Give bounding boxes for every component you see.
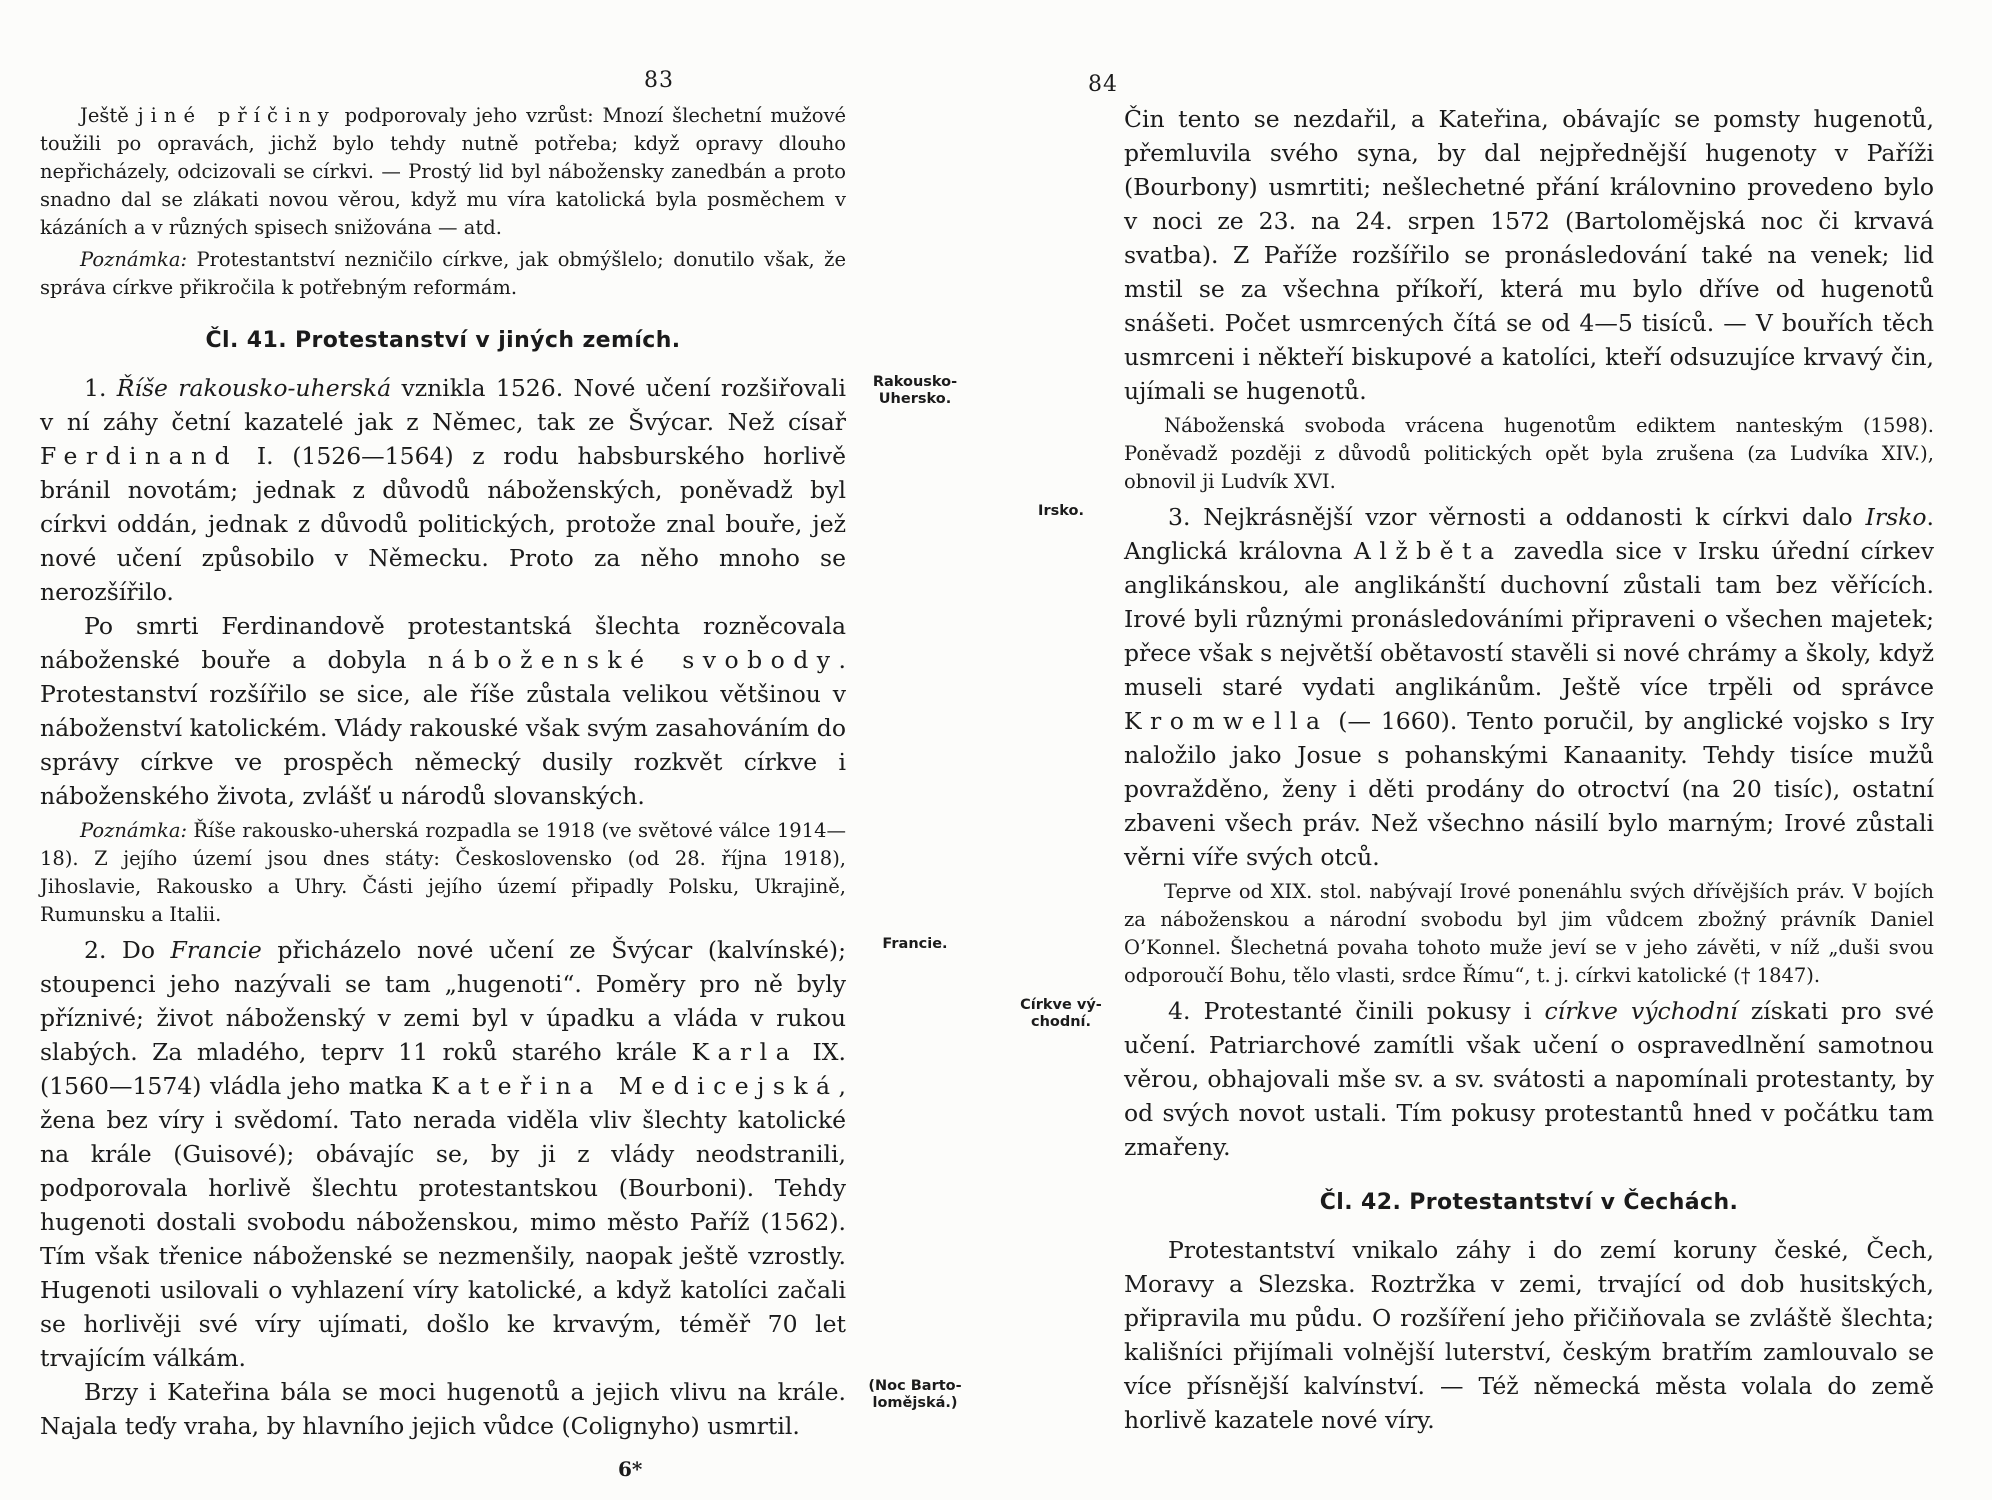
text-run: , žena bez víry i svědomí. Tato nerada viděla vliv šlechty katolické na krále (Guisové); obávajíc se, by ji z vlády neodstranili, podporovala horlivě šlechtu protestantskou (Bourboni). Tehdy hugenoti dostali svobodu náboženskou, mimo město Paříž (1562). Tím však třenice náboženské se nezmenšily, naopak ještě vzrostly. Hugenoti usilovali o vyhlazení víry katolické, a když katolíci začali se horlivěji své víry ujímati, došlo ke krvavým, téměř 70 let trvajícím válkám. <box>40 1072 846 1372</box>
text-run: přicházelo nové učení ze Švýcar (kalvínské); stoupenci jeho nazývali se tam „hugenoti“. Poměry pro ně byly příznivé; život náboženský v zemi byl v úpadku a vláda v rukou slabých. Za mladého, teprv 11 roků starého krále <box>40 936 846 1066</box>
text-run: zavedla sice v Irsku úřední církev anglikánskou, ale anglikánští duchovní zůstali tam bez věřících. Irové byli různými pronásledováními připraveni o všechen majetek; přece však s největší obětavostí stavěli si nové chrámy a školy, když museli staré vydati anglikánům. Ještě více trpěli od správce <box>1124 537 1934 701</box>
page-left <box>40 0 962 1500</box>
signature-mark <box>40 1457 846 1481</box>
text-run: . Anglická královna <box>1124 503 1934 565</box>
text-run: Poznámka: <box>80 248 188 271</box>
text-run: Ještě <box>80 104 138 127</box>
text-run: Říše rakousko-uherská rozpadla se 1918 (ve světové válce 1914—18). Z jejího území jsou dnes státy: Československo (od 28. října 1918), Jihoslavie, Rakousko a Uhry. Části jejího území připadly Polsku, Ukrajině, Rumunsku a Italii. <box>40 819 846 926</box>
text-run: Protestantství nezničilo církve, jak obmýšlelo; donutilo však, že správa církve přikročila k potřebným reformám. <box>40 248 846 299</box>
text-run: Francie <box>170 936 262 964</box>
text-run: 3. Nejkrásnější vzor věrnosti a oddanosti k církvi dalo <box>1168 503 1866 531</box>
page-number-right: 84 <box>1088 72 1118 97</box>
text-run: jiné příčiny <box>137 104 336 127</box>
margin-note: Francie. <box>882 936 948 952</box>
paragraph <box>1020 994 1935 1164</box>
text-run: církve východní <box>1544 997 1738 1025</box>
paragraph <box>40 1375 962 1443</box>
small-print-note <box>40 817 846 929</box>
text-run: 1. <box>84 374 117 402</box>
page-number-left: 83 <box>644 68 674 93</box>
text-run: I. (1526—1564) z rodu habsburského horlivě bránil novotám; jednak z důvodů náboženských, poněvadž byl církvi oddán, jednak z důvodů politických, protože znal bouře, jež nové učení způsobilo v Německu. Proto za něho mnoho se nerozšířilo. <box>40 442 846 606</box>
text-run: Čl. 42. Protestantství v Čechách. <box>1319 1190 1739 1215</box>
text-run: IX. (1560—1574) vládla jeho matka <box>40 1038 846 1100</box>
section-heading <box>1124 1190 1934 1215</box>
text-run: Poznámka: <box>80 819 188 842</box>
small-print-note <box>1124 412 1934 496</box>
text-run: 2. Do <box>84 936 171 964</box>
text-run: Náboženská svoboda vrácena hugenotům ediktem nanteským (1598). Poněvadž později z důvodů politických opět byla zrušena (za Ludvíka XIV.), obnovil ji Ludvík XVI. <box>1124 414 1934 493</box>
text-run: 6* <box>618 1457 643 1481</box>
text-run: Kromwella <box>1124 707 1329 735</box>
text-run: (— 1660). Tento poručil, by anglické vojsko s Iry naložilo jako Josue s pohanskými Kanaanity. Tehdy tisíce mužů povražděno, ženy i děti prodány do otroctví (na 20 tisíc), ostatní zbaveni všech práv. Než všechno násilí bylo marným; Irové zůstali věrni víře svých otců. <box>1124 707 1934 871</box>
text-run: . Protestanství rozšířilo se sice, ale říše zůstala velikou většinou v náboženství katolickém. Vlády rakouské však svým zasahováním do správy církve ve prospěch německý dusily rozkvět církve i náboženského života, zvlášť u národů slovanských. <box>40 646 846 810</box>
paragraph <box>40 371 958 609</box>
paragraph <box>1038 500 1934 874</box>
paragraph <box>40 933 948 1375</box>
text-run: získati pro své učení. Patriarchové zamítli však učení o ospravedlnění samotnou věrou, obhajovali mše sv. a sv. svátosti a napomínali protestanty, by od svých novot ustali. Tím pokusy protestantů hned v počátku tam zmařeny. <box>1124 997 1935 1161</box>
section-heading <box>40 328 846 353</box>
text-run: Po smrti Ferdinandově protestantská šlechta rozněcovala náboženské bouře a dobyla <box>40 612 846 674</box>
paragraph <box>1124 102 1934 408</box>
small-print-note <box>40 102 846 242</box>
text-run: náboženské svobody <box>427 646 839 674</box>
text-run: podporovaly jeho vzrůst: Mnozí šlechetní mužové toužili po opravách, jichž bylo tehdy nutně potřeba; když opravy dlouho nepřicházely, odcizovali se církvi. — Prostý lid byl nábožensky zanedbán a proto snadno dal se zlákati novou věrou, když mu víra katolická byla posměchem v kázáních a v různých spisech snižována — atd. <box>40 104 846 239</box>
margin-note: (Noc Barto- lomějská.) <box>868 1378 962 1411</box>
paragraph <box>40 609 846 813</box>
small-print-note <box>40 246 846 302</box>
text-run: Kateřina Medicejská <box>431 1072 839 1100</box>
text-run: Protestantství vnikalo záhy i do zemí koruny české, Čech, Moravy a Slezska. Roztržka v zemi, trvající od dob husitských, připravila mu půdu. O rozšíření jeho přičiňovala se zvláště šlechta; kališníci přijímali volnější luterství, českým bratřím zamlouvalo se více přísnější kalvínství. — Též německá města volala do země horlivě kazatele nové víry. <box>1124 1236 1934 1434</box>
text-run: Teprve od XIX. stol. nabývají Irové ponenáhlu svých dřívějších práv. V bojích za náboženskou a národní svobodu byl jim vůdcem zbožný právník Daniel O’Konnel. Šlechetná povaha tohoto muže jeví se v jeho závěti, v níž „duši svou odporoučí Bohu, tělo vlasti, srdce Římu“, t. j. církvi katolické († 1847). <box>1124 880 1934 987</box>
text-run: Říše rakousko-uherská <box>116 374 392 402</box>
text-run: Alžběta <box>1353 537 1503 565</box>
text-run: vznikla 1526. Nové učení rozšiřovali v ní záhy četní kazatelé jak z Němec, tak ze Švýcar. Než císař <box>40 374 846 436</box>
page-right <box>1020 0 1935 1500</box>
text-run: Čin tento se nezdařil, a Kateřina, obávajíc se pomsty hugenotů, přemluvila svého syna, by dal nejpřednější hugenoty v Paříži (Bourbony) usmrtiti; nešlechetné přání královnino provedeno bylo v noci ze 23. na 24. srpen 1572 (Bartolomějská noc či krvavá svatba). Z Paříže rozšířilo se pronásledování také na venek; lid mstil se za všechna příkoří, která mu bylo dříve od hugenotů snášeti. Počet usmrcených čítá se od 4—5 tisíců. — V bouřích těch usmrceni i někteří biskupové a katolíci, kteří odsuzujíce krvavý čin, ujímali se hugenotů. <box>1124 105 1934 405</box>
text-run: Brzy i Kateřina bála se moci hugenotů a jejich vlivu na krále. Najala teďy vraha, by hlavního jejich vůdce (Colignyho) usmrtil. <box>40 1378 846 1440</box>
small-print-note <box>1124 878 1934 990</box>
paragraph <box>1124 1233 1934 1437</box>
page-left-content <box>40 98 962 1481</box>
text-run: Ferdinand <box>40 442 239 470</box>
margin-note: Irsko. <box>1038 503 1084 519</box>
text-run: Irsko <box>1865 503 1927 531</box>
page-right-content <box>1020 102 1935 1437</box>
text-run: 4. Protestanté činili pokusy i <box>1168 997 1545 1025</box>
margin-note: Rakousko- Uhersko. <box>872 374 958 407</box>
text-run: Čl. 41. Protestanství v jiných zemích. <box>205 328 681 353</box>
margin-note: Církve vý- chodní. <box>1020 997 1102 1030</box>
text-run: Karla <box>691 1038 799 1066</box>
